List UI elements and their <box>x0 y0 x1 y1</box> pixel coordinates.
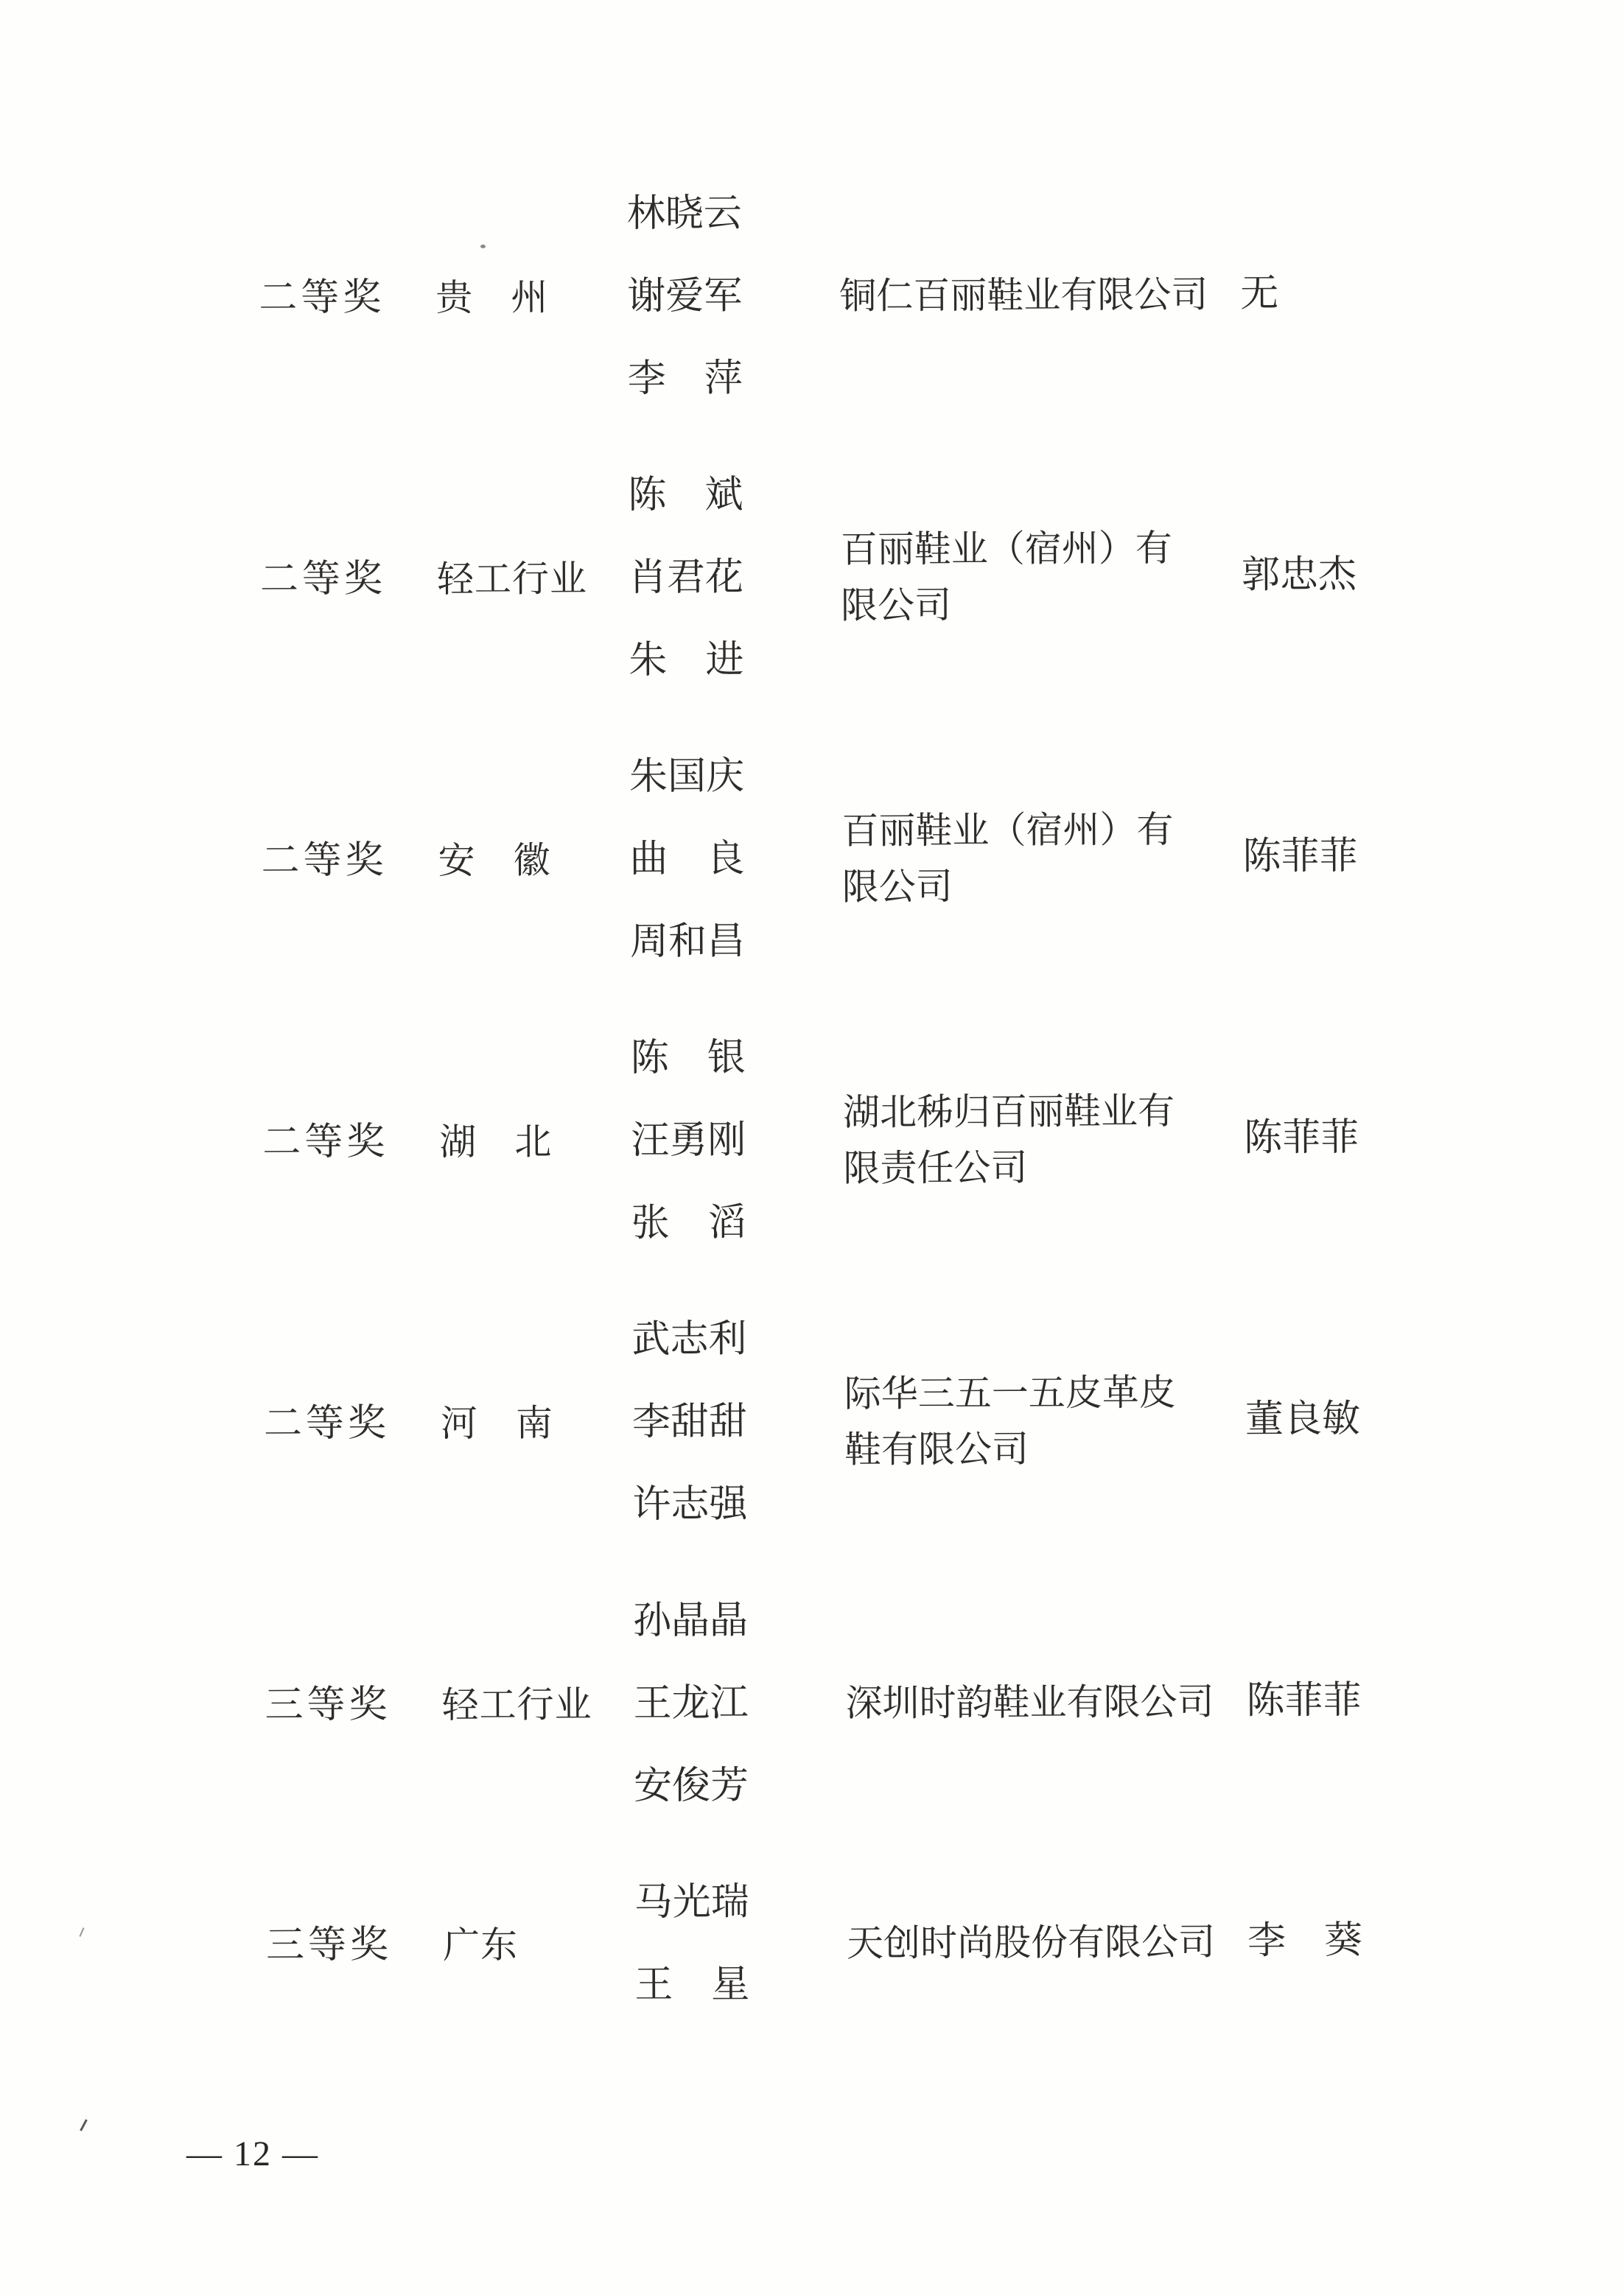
person-name: 无 <box>1240 273 1279 315</box>
award-cell <box>263 1320 441 1527</box>
company-cell <box>839 191 1241 399</box>
company-name-line: 百丽鞋业（宿州）有 <box>840 527 1172 570</box>
person-cell <box>1242 753 1464 960</box>
winner-name: 张 滔 <box>631 1202 746 1245</box>
award-label: 三等奖 <box>265 1924 393 1967</box>
winner-name: 汪勇刚 <box>631 1119 746 1163</box>
page-number: — 12 — <box>186 2134 319 2173</box>
winner-names-cell <box>631 1037 844 1244</box>
region-label: 安 徽 <box>438 839 551 882</box>
person-cell <box>1244 1034 1466 1241</box>
winner-name: 陈 斌 <box>628 474 743 517</box>
award-cell <box>259 476 437 683</box>
winner-name: 王 星 <box>634 1963 750 2007</box>
region-cell <box>435 194 628 401</box>
person-name: 陈菲菲 <box>1244 1116 1359 1160</box>
region-cell <box>436 475 629 682</box>
winner-names-cell <box>634 1882 847 2006</box>
award-label: 二等奖 <box>259 276 385 320</box>
region-cell <box>438 757 630 964</box>
company-name-line: 铜仁百丽鞋业有限公司 <box>839 273 1208 317</box>
award-cell <box>261 757 438 964</box>
company-cell <box>840 472 1242 680</box>
winner-name: 肖君花 <box>628 556 744 600</box>
winner-name: 周和昌 <box>629 920 746 964</box>
company-name-line: 湖北秭归百丽鞋业有 <box>842 1090 1175 1133</box>
table-row <box>1 1315 1624 1529</box>
winner-name: 马光瑞 <box>634 1881 749 1924</box>
person-cell <box>1245 1316 1466 1523</box>
winner-name: 谢爱军 <box>627 275 743 318</box>
table-row <box>4 1878 1624 2009</box>
page-footer <box>186 2134 319 2174</box>
person-name: 董良敏 <box>1245 1398 1361 1441</box>
person-name: 陈菲菲 <box>1246 1679 1362 1723</box>
winner-name: 陈 银 <box>630 1037 746 1080</box>
winner-name: 安俊芳 <box>633 1765 749 1808</box>
award-label: 二等奖 <box>259 558 387 601</box>
award-cell <box>259 195 436 402</box>
company-name-line: 天创时尚股份有限公司 <box>846 1921 1216 1964</box>
scan-artifact <box>480 245 486 248</box>
award-cell <box>262 1039 440 1246</box>
award-label: 二等奖 <box>263 1402 391 1446</box>
award-cell <box>266 1883 444 2008</box>
winner-name: 李 萍 <box>627 357 743 401</box>
winner-name: 李甜甜 <box>631 1401 748 1444</box>
company-name-line: 限责任公司 <box>843 1146 1028 1189</box>
region-label: 轻工行业 <box>436 558 588 600</box>
winner-names-cell <box>629 756 842 963</box>
awards-table <box>0 189 1624 2009</box>
company-cell <box>847 1879 1248 2005</box>
region-cell <box>443 1882 635 2007</box>
winner-name: 朱国庆 <box>629 755 745 799</box>
winner-names-cell <box>627 193 840 400</box>
region-label: 河 南 <box>440 1402 554 1445</box>
table-row <box>0 752 1623 966</box>
award-label: 二等奖 <box>261 839 388 883</box>
company-name-line: 深圳时韵鞋业有限公司 <box>845 1681 1214 1724</box>
company-cell <box>841 754 1243 961</box>
company-name-line: 际华三五一五皮革皮 <box>844 1371 1176 1415</box>
winner-name: 曲 良 <box>629 838 745 881</box>
winner-names-cell <box>631 1319 844 1526</box>
winner-name: 林晓云 <box>626 192 742 236</box>
company-name-line: 鞋有限公司 <box>844 1428 1029 1471</box>
winner-name: 王龙江 <box>633 1682 749 1725</box>
scan-artifact <box>80 2119 88 2131</box>
person-cell <box>1241 472 1463 679</box>
region-label: 广东 <box>442 1924 519 1966</box>
company-name-line: 限公司 <box>841 866 953 908</box>
table-row <box>0 189 1621 403</box>
winner-name: 武志利 <box>631 1318 747 1362</box>
award-label: 三等奖 <box>265 1683 391 1727</box>
region-cell <box>439 1038 631 1245</box>
award-label: 二等奖 <box>262 1121 389 1164</box>
person-cell <box>1247 1879 1469 2003</box>
award-cell <box>265 1602 442 1809</box>
winner-name: 孙晶晶 <box>632 1600 749 1643</box>
region-label: 湖 北 <box>439 1121 553 1163</box>
person-name: 陈菲菲 <box>1242 835 1358 878</box>
region-label: 贵 州 <box>435 276 549 319</box>
table-row <box>0 471 1623 684</box>
person-cell <box>1246 1597 1468 1804</box>
company-cell <box>844 1317 1245 1524</box>
company-name-line: 百丽鞋业（宿州）有 <box>841 808 1174 852</box>
person-cell <box>1240 190 1462 397</box>
winner-name: 许志强 <box>632 1483 748 1527</box>
winner-names-cell <box>633 1600 846 1807</box>
company-cell <box>845 1598 1247 1806</box>
table-row <box>0 1034 1624 1247</box>
winner-name: 朱 进 <box>629 639 744 682</box>
person-name: 李 葵 <box>1247 1919 1363 1963</box>
region-cell <box>440 1320 632 1527</box>
region-label: 轻工行业 <box>441 1683 592 1726</box>
company-cell <box>843 1035 1245 1243</box>
person-name: 郭忠杰 <box>1241 553 1357 597</box>
winner-names-cell <box>628 474 841 682</box>
table-row <box>2 1597 1624 1810</box>
region-cell <box>441 1601 634 1808</box>
company-name-line: 限公司 <box>840 584 952 626</box>
